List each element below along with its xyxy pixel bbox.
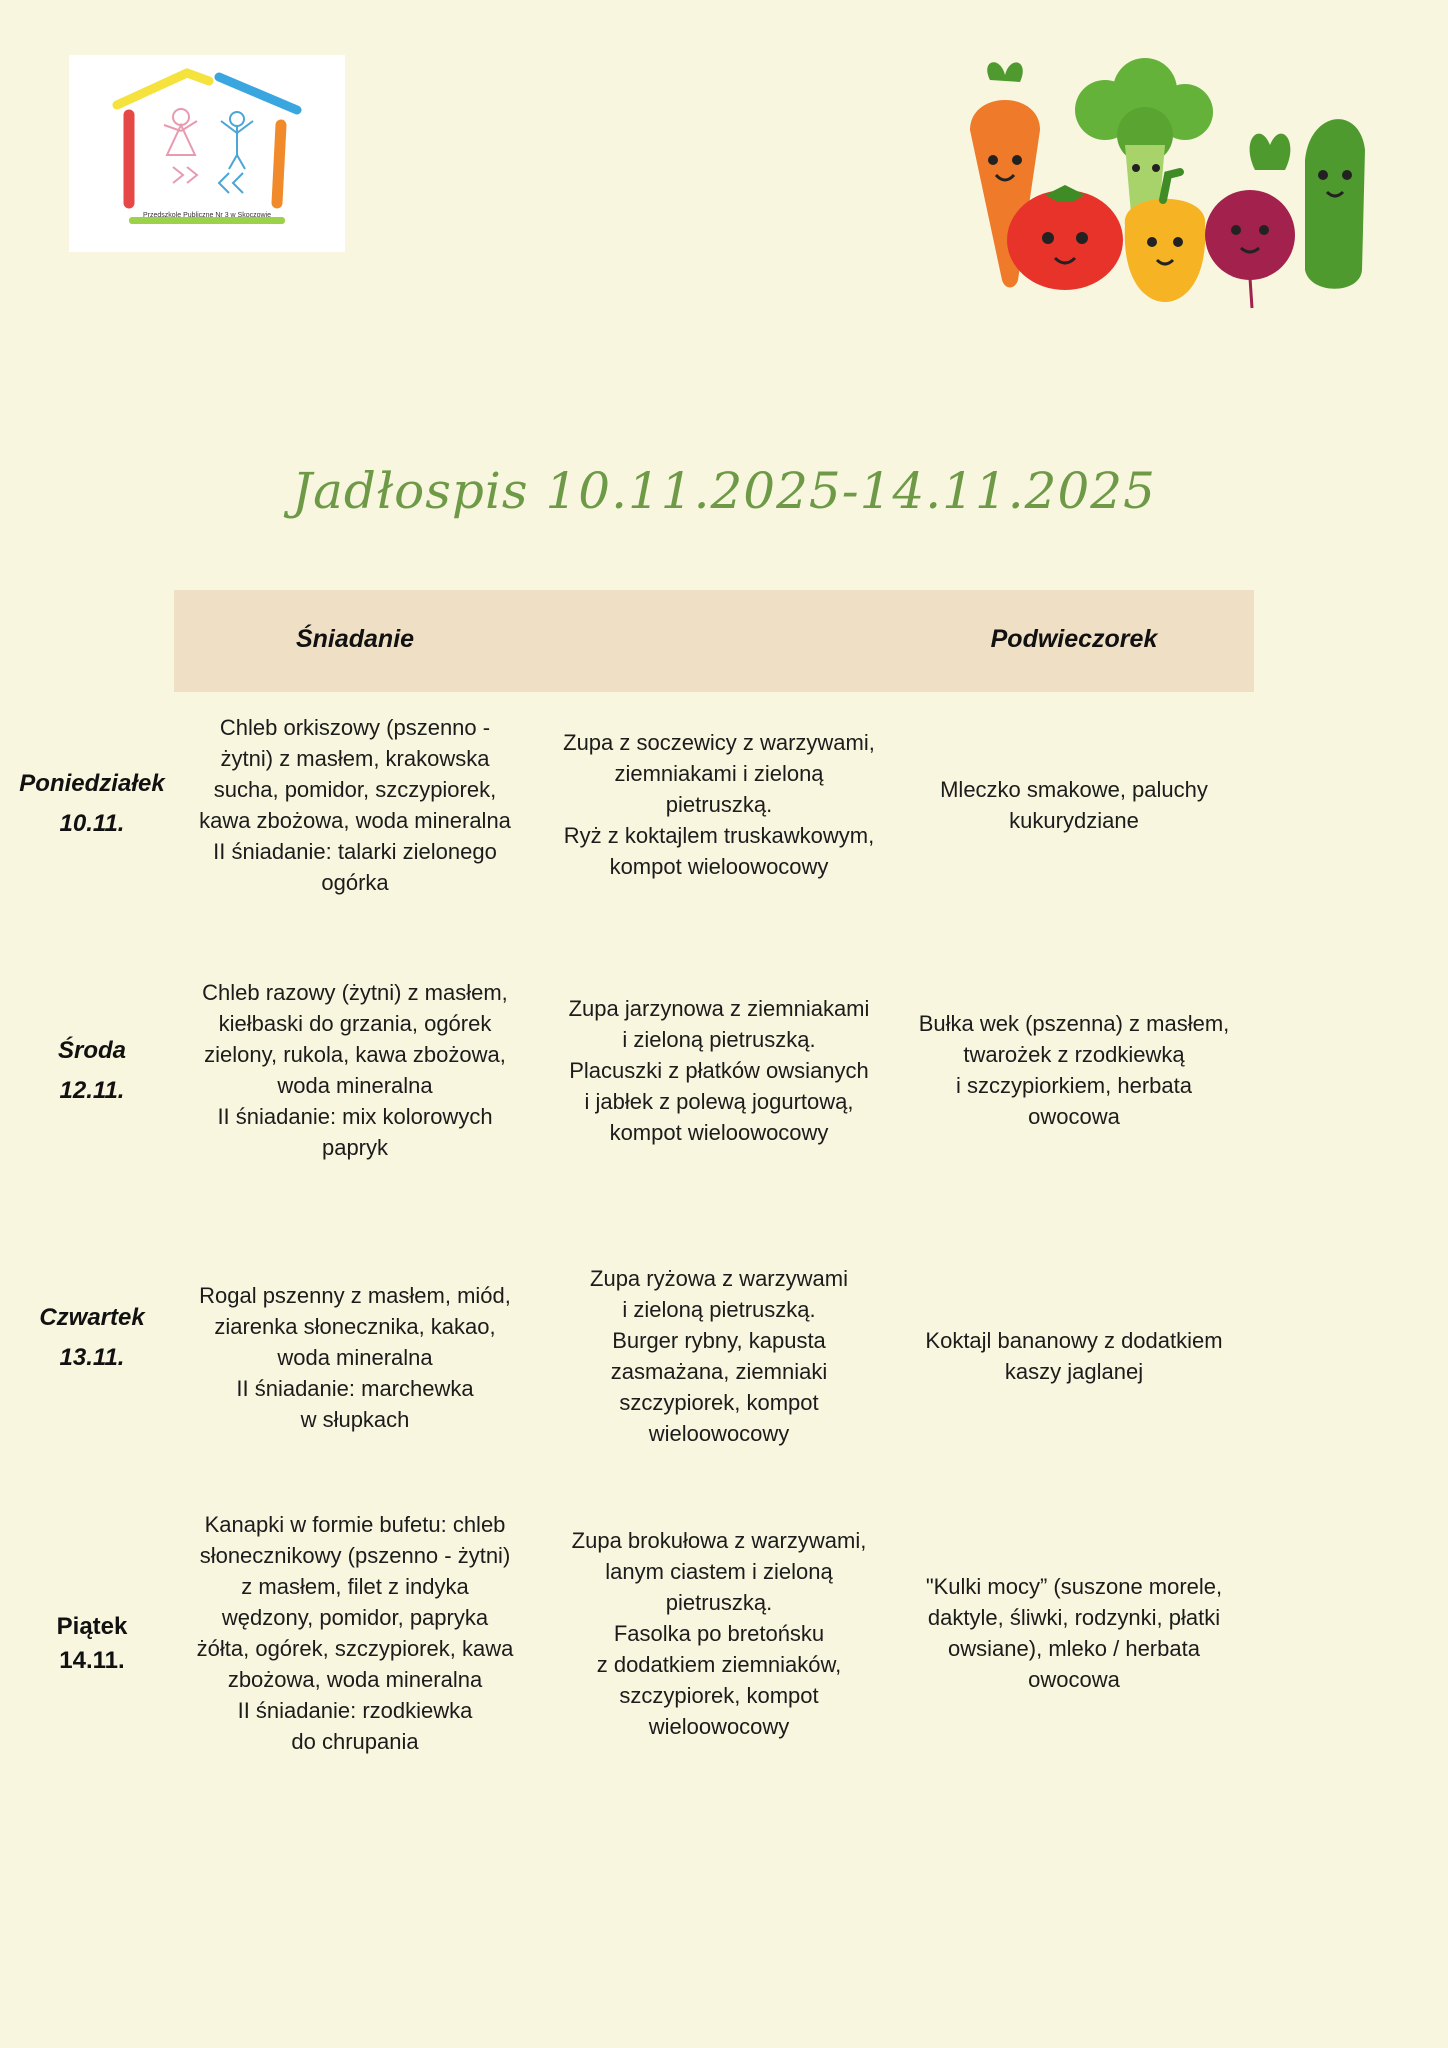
day-name: Poniedziałek: [19, 770, 165, 797]
menu-line: słonecznikowy (pszenno - żytni): [199, 1543, 511, 1568]
day-date: 14.11.: [59, 1647, 125, 1674]
menu-line: szczypiorek, kompot: [619, 1390, 819, 1415]
menu-line: i zieloną pietruszką.: [622, 1297, 816, 1322]
menu-line: kompot wieloowocowy: [609, 854, 829, 879]
menu-line: woda mineralna: [277, 1073, 433, 1098]
menu-line: Ryż z koktajlem truskawkowym,: [563, 823, 875, 848]
day-date: 10.11.: [59, 810, 125, 837]
menu-line: II śniadanie: marchewka: [236, 1376, 474, 1401]
menu-line: zasmażana, ziemniaki: [610, 1359, 828, 1384]
day-label-thursday: [0, 1298, 184, 1378]
menu-line: "Kulki mocy” (suszone morele,: [925, 1574, 1223, 1599]
menu-line: z masłem, filet z indyka: [241, 1574, 469, 1599]
day-date: 12.11.: [59, 1077, 125, 1104]
day-label-wednesday: [0, 1031, 184, 1111]
menu-line: twarożek z rzodkiewką: [963, 1042, 1185, 1067]
menu-line: Bułka wek (pszenna) z masłem,: [918, 1011, 1230, 1036]
vegetables-illustration: [960, 50, 1380, 310]
menu-line: ziemniakami i zieloną: [614, 761, 824, 786]
thursday-lunch: [540, 1263, 898, 1449]
menu-line: Kanapki w formie bufetu: chleb: [204, 1512, 506, 1537]
day-label-monday: [0, 764, 184, 844]
menu-line: kukurydziane: [1009, 808, 1139, 833]
menu-line: Fasolka po bretońsku: [613, 1621, 825, 1646]
logo-caption: Przedszkole Publiczne Nr 3 w Skoczowie: [143, 212, 271, 219]
menu-line: i jabłek z polewą jogurtową,: [584, 1089, 854, 1114]
menu-line: owocowa: [1028, 1667, 1120, 1692]
menu-line: kaszy jaglanej: [1004, 1359, 1144, 1384]
menu-line: i zieloną pietruszką.: [622, 1027, 816, 1052]
menu-line: Mleczko smakowe, paluchy: [940, 777, 1208, 802]
friday-lunch: [540, 1525, 898, 1742]
menu-line: wędzony, pomidor, papryka: [221, 1605, 489, 1630]
menu-line: wieloowocowy: [648, 1714, 790, 1739]
friday-snack: [900, 1571, 1248, 1695]
column-header-snack: Podwieczorek: [990, 625, 1158, 653]
menu-line: papryk: [321, 1135, 389, 1160]
menu-line: woda mineralna: [277, 1345, 433, 1370]
day-name: Czwartek: [39, 1304, 145, 1331]
menu-line: Rogal pszenny z masłem, miód,: [199, 1283, 511, 1308]
menu-line: Burger rybny, kapusta: [612, 1328, 826, 1353]
menu-line: ogórka: [321, 870, 389, 895]
menu-line: zielony, rukola, kawa zbożowa,: [204, 1042, 506, 1067]
menu-line: żytni) z masłem, krakowska: [220, 746, 490, 771]
menu-line: II śniadanie: mix kolorowych: [217, 1104, 493, 1129]
menu-line: II śniadanie: talarki zielonego: [213, 839, 497, 864]
menu-line: owocowa: [1028, 1104, 1120, 1129]
column-header-breakfast: Śniadanie: [295, 625, 415, 653]
monday-snack: [900, 774, 1248, 836]
menu-line: z dodatkiem ziemniaków,: [596, 1652, 842, 1677]
kindergarten-logo: [69, 55, 345, 252]
menu-line: Placuszki z płatków owsianych: [569, 1058, 869, 1083]
menu-line: owsiane), mleko / herbata: [948, 1636, 1200, 1661]
menu-line: kiełbaski do grzania, ogórek: [218, 1011, 492, 1036]
menu-line: pietruszką.: [665, 1590, 773, 1615]
thursday-breakfast: [178, 1280, 532, 1435]
day-date: 13.11.: [59, 1344, 125, 1371]
menu-line: żółta, ogórek, szczypiorek, kawa: [196, 1636, 514, 1661]
menu-line: wieloowocowy: [648, 1421, 790, 1446]
menu-line: Zupa z soczewicy z warzywami,: [563, 730, 875, 755]
menu-line: Zupa ryżowa z warzywami: [590, 1266, 848, 1291]
wednesday-lunch: [540, 993, 898, 1148]
menu-line: Koktajl bananowy z dodatkiem: [925, 1328, 1223, 1353]
house-children-icon: [69, 55, 345, 252]
wednesday-breakfast: [178, 977, 532, 1163]
thursday-snack: [900, 1325, 1248, 1387]
menu-line: i szczypiorkiem, herbata: [956, 1073, 1192, 1098]
menu-line: do chrupania: [291, 1729, 419, 1754]
menu-line: ziarenka słonecznika, kakao,: [214, 1314, 496, 1339]
menu-line: w słupkach: [300, 1407, 410, 1432]
friday-breakfast: [178, 1509, 532, 1757]
menu-line: Zupa brokułowa z warzywami,: [571, 1528, 867, 1553]
menu-line: Zupa jarzynowa z ziemniakami: [568, 996, 870, 1021]
monday-lunch: [540, 727, 898, 882]
menu-line: Chleb orkiszowy (pszenno -: [219, 715, 491, 740]
day-label-friday: [0, 1610, 184, 1678]
day-name: Środa: [57, 1037, 126, 1064]
menu-line: lanym ciastem i zieloną: [605, 1559, 833, 1584]
menu-line: szczypiorek, kompot: [619, 1683, 819, 1708]
menu-line: Chleb razowy (żytni) z masłem,: [202, 980, 508, 1005]
day-name: Piątek: [56, 1613, 128, 1640]
monday-breakfast: [178, 712, 532, 898]
menu-line: daktyle, śliwki, rodzynki, płatki: [927, 1605, 1221, 1630]
menu-line: zbożowa, woda mineralna: [227, 1667, 483, 1692]
page-title: Jadłospis 10.11.2025-14.11.2025: [292, 462, 1156, 520]
menu-line: pietruszką.: [665, 792, 773, 817]
menu-line: kawa zbożowa, woda mineralna: [199, 808, 511, 833]
menu-line: II śniadanie: rzodkiewka: [237, 1698, 473, 1723]
menu-line: kompot wieloowocowy: [609, 1120, 829, 1145]
menu-line: sucha, pomidor, szczypiorek,: [213, 777, 497, 802]
wednesday-snack: [900, 1008, 1248, 1132]
